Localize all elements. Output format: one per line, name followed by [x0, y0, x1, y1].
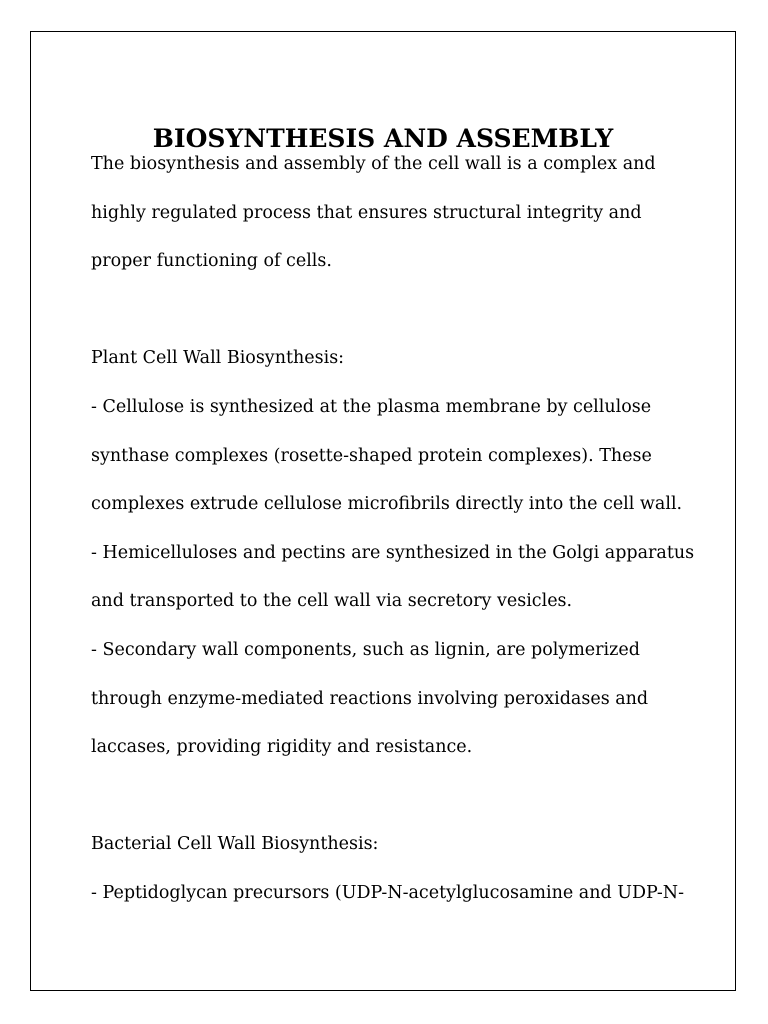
paragraph-line: synthase complexes (rosette-shaped protein complexes). These [91, 445, 652, 466]
blank-line [91, 286, 711, 335]
paragraph-line: The biosynthesis and assembly of the cell wall is a complex and [91, 154, 656, 174]
paragraph-line: - Cellulose is synthesized at the plasma membrane by cellulose [91, 396, 652, 417]
section-heading-bacterial: Bacterial Cell Wall Biosynthesis: [91, 834, 379, 855]
body-text [91, 140, 711, 918]
paragraph-line: and transported to the cell wall via secretory vesicles. [91, 591, 573, 612]
paragraph-line: through enzyme-mediated reactions involving peroxidases and [91, 688, 649, 709]
page-title: BIOSYNTHESIS AND ASSEMBLY [152, 124, 614, 153]
paragraph-line: - Secondary wall components, such as lignin, are polymerized [91, 639, 640, 660]
paragraph-line: - Peptidoglycan precursors (UDP-N-acetylglucosamine and UDP-N- [91, 882, 685, 903]
paragraph-line: laccases, providing rigidity and resistance. [91, 737, 473, 758]
blank-line [91, 772, 711, 821]
paragraph-line: highly regulated process that ensures structural integrity and [91, 202, 642, 223]
paragraph-line: - Hemicelluloses and pectins are synthesized in the Golgi apparatus [91, 542, 695, 563]
paragraph-line: complexes extrude cellulose microfibrils directly into the cell wall. [91, 494, 683, 515]
paragraph-line: proper functioning of cells. [91, 251, 332, 272]
document-page [30, 31, 736, 991]
section-heading-plant: Plant Cell Wall Biosynthesis: [91, 348, 345, 369]
